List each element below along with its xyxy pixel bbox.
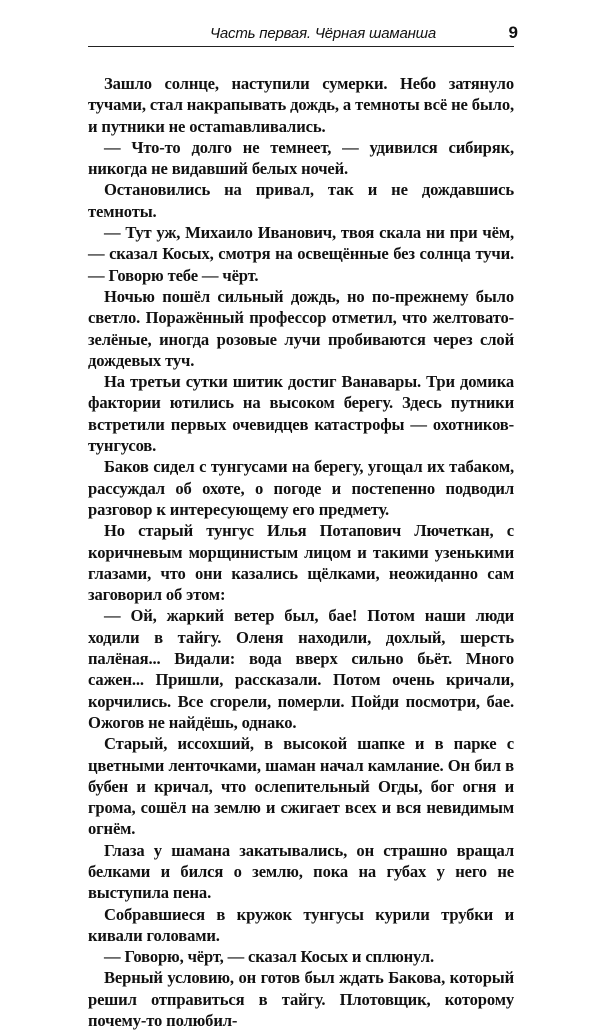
paragraph: Но старый тунгус Илья Потапович Лючеткан, с коричневым морщинистым лицом и такими узенькими глазами, что они казались щёлками, неожиданно сам заговорил об этом: xyxy=(88,521,514,605)
running-title: Часть первая. Чёрная шаманша xyxy=(210,25,437,42)
paragraph: На третьи сутки шитик достиг Ванавары. Три домика фактории ютились на высоком берегу. Здесь путники встретили первых очевидцев катастрофы — охотников-тунгусов. xyxy=(88,372,514,456)
paragraph: — Что-то долго не темнеет, — удивился сибиряк, никогда не видавший белых ночей. xyxy=(88,137,514,179)
paragraph: Верный условию, он готов был ждать Бакова, который решил отправиться в тайгу. Плотовщик, которому почему-то полюбил- xyxy=(88,968,514,1031)
paragraph: — Ой, жаркий ветер был, бае! Потом наши люди ходили в тайгу. Оленя находили, дохлый, шерсть палёная... Видали: вода вверх сильно бьёт. Много сажен... Пришли, рассказали. Потом очень кричали, корчились. Все сгорели, померли. Пойди посмотри, бае. Ожогов не найдёшь, однако. xyxy=(88,606,514,732)
running-header xyxy=(88,22,518,47)
paragraph: Глаза у шамана закатывались, он страшно вращал белками и бился о землю, пока на губах у него не выступила пена. xyxy=(88,840,514,903)
paragraph: Баков сидел с тунгусами на берегу, угощал их табаком, рассуждал об охоте, о погоде и постепенно подводил разговор к интересующему его предмету. xyxy=(88,457,514,519)
paragraph: — Тут уж, Михаило Иванович, твоя скала ни при чём, — сказал Косых, смотря на освещённые без солнца тучи. — Говорю тебе — чёрт. xyxy=(88,223,514,285)
paragraph: Остановились на привал, так и не дождавшись темноты. xyxy=(88,180,514,221)
paragraph: — Говорю, чёрт, — сказал Косых и сплюнул. xyxy=(104,947,434,967)
paragraph: Собравшиеся в кружок тунгусы курили трубки и кивали головами. xyxy=(88,904,514,945)
page-number: 9 xyxy=(508,23,518,42)
paragraph: Старый, иссохший, в высокой шапке и в парке с цветными ленточками, шаман начал камлание. Он бил в бубен и кричал, что ослепительный Огды, бог огня и грома, сошёл на землю и сжигает всех и вся невидимым огнём. xyxy=(88,734,514,839)
paragraph: Зашло солнце, наступили сумерки. Небо затянуло тучами, стал накрапывать дождь, а темноты всё не было, и путники не остаmавливались. xyxy=(88,74,514,136)
body-text xyxy=(88,73,514,1031)
paragraph: Ночью пошёл сильный дождь, но по-прежнему было светло. Поражённый профессор отметил, что желтовато-зелёные, иногда розовые лучи пробиваются через слой дождевых туч. xyxy=(88,286,514,370)
